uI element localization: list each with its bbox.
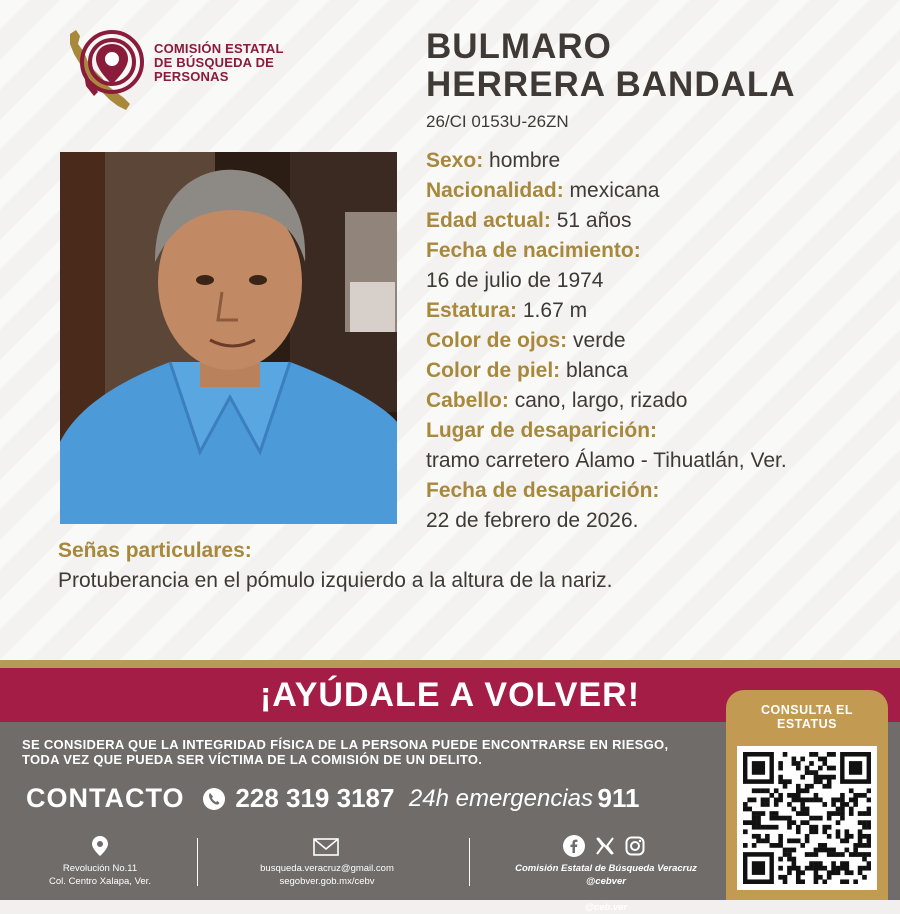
- email-link[interactable]: busqueda.veracruz@gmail.com: [260, 863, 394, 874]
- footer-divider-2: [469, 838, 470, 886]
- sexo-value: hombre: [489, 149, 561, 172]
- nacimiento-label: Fecha de nacimiento:: [426, 239, 641, 262]
- piel-label: Color de piel:: [426, 359, 561, 382]
- contact-phone[interactable]: 228 319 3187: [235, 783, 395, 813]
- name-line1: BULMARO: [426, 27, 612, 66]
- edad-row: [426, 206, 896, 236]
- sexo-label: Sexo:: [426, 149, 484, 172]
- contact-label: CONTACTO: [26, 783, 185, 813]
- footer-divider-1: [197, 838, 198, 886]
- edad-label: Edad actual:: [426, 209, 551, 232]
- ojos-value: verde: [573, 329, 626, 352]
- cabello-row: [426, 386, 896, 416]
- nacionalidad-label: Nacionalidad:: [426, 179, 564, 202]
- risk-warning: [22, 737, 722, 767]
- nacimiento-label-row: [426, 236, 896, 266]
- org-name-line3: PERSONAS: [154, 69, 229, 84]
- org-name-line2: DE BÚSQUEDA DE: [154, 55, 275, 70]
- x-twitter-icon[interactable]: [595, 836, 615, 856]
- social-handle-1[interactable]: @cebver: [586, 876, 626, 887]
- address: [20, 862, 180, 888]
- nacimiento-value: 16 de julio de 1974: [426, 269, 604, 292]
- emergency-label: 24h emergencias: [408, 784, 594, 812]
- person-name: [426, 28, 796, 104]
- estatura-value: 1.67 m: [522, 299, 588, 322]
- warning-line2: TODA VEZ QUE PUEDA SER VÍCTIMA DE LA COMISIÓN DE UN DELITO.: [22, 752, 483, 767]
- social-media: [490, 862, 722, 914]
- location-pin-icon: [92, 836, 108, 856]
- piel-row: [426, 356, 896, 386]
- piel-value: blanca: [566, 359, 628, 382]
- phone-icon: [203, 788, 225, 810]
- website-link[interactable]: segobver.gob.mx/cebv: [279, 876, 375, 887]
- qr-label: [726, 703, 888, 731]
- person-photo: [60, 152, 397, 524]
- cabello-value: cano, largo, rizado: [514, 389, 688, 412]
- person-details: [426, 146, 896, 536]
- facebook-icon[interactable]: [563, 835, 585, 857]
- social-name: Comisión Estatal de Búsqueda Veracruz: [515, 863, 697, 874]
- qr-code[interactable]: [743, 752, 871, 884]
- nacionalidad-row: [426, 176, 896, 206]
- contact-web: [220, 862, 434, 888]
- mail-icon: [313, 838, 339, 856]
- senas-text: Protuberancia en el pómulo izquierdo a la altura de la nariz.: [58, 569, 613, 592]
- gold-divider: [0, 660, 900, 668]
- senas-label: Señas particulares:: [58, 539, 252, 562]
- fecha-value: 22 de febrero de 2026.: [426, 509, 639, 532]
- social-handle-2[interactable]: @ceb.ver: [584, 902, 628, 913]
- fecha-label-row: [426, 476, 896, 506]
- qr-label-line2: ESTATUS: [777, 717, 837, 731]
- org-name-line1: COMISIÓN ESTATAL: [154, 41, 284, 56]
- estatura-row: [426, 296, 896, 326]
- sexo-row: [426, 146, 896, 176]
- veracruz-map-location-pin-icon: [64, 26, 148, 112]
- address-line2: Col. Centro Xalapa, Ver.: [49, 876, 151, 887]
- address-line1: Revolución No.11: [62, 863, 138, 874]
- banner-title: ¡AYÚDALE A VOLVER!: [259, 676, 641, 714]
- emergency-number[interactable]: 911: [597, 783, 640, 813]
- lugar-value: tramo carretero Álamo - Tihuatlán, Ver.: [426, 449, 787, 472]
- fecha-label: Fecha de desaparición:: [426, 479, 660, 502]
- warning-line1: SE CONSIDERA QUE LA INTEGRIDAD FÍSICA DE LA PERSONA PUEDE ENCONTRARSE EN RIESGO,: [22, 737, 669, 752]
- qr-label-line1: CONSULTA EL: [760, 703, 854, 717]
- lugar-label: Lugar de desaparición:: [426, 419, 658, 442]
- estatura-label: Estatura:: [426, 299, 518, 322]
- instagram-icon[interactable]: [625, 836, 645, 856]
- cabello-label: Cabello:: [426, 389, 509, 412]
- edad-value: 51 años: [556, 209, 632, 232]
- case-number: 26/CI 0153U-26ZN: [426, 112, 569, 131]
- distinguishing-marks: [58, 536, 878, 596]
- ojos-label: Color de ojos:: [426, 329, 568, 352]
- social-icons: [563, 835, 649, 857]
- lugar-label-row: [426, 416, 896, 446]
- name-line2: HERRERA BANDALA: [426, 65, 796, 104]
- nacionalidad-value: mexicana: [569, 179, 660, 202]
- contact-line: [26, 783, 639, 814]
- organization-name: [154, 42, 314, 84]
- ojos-row: [426, 326, 896, 356]
